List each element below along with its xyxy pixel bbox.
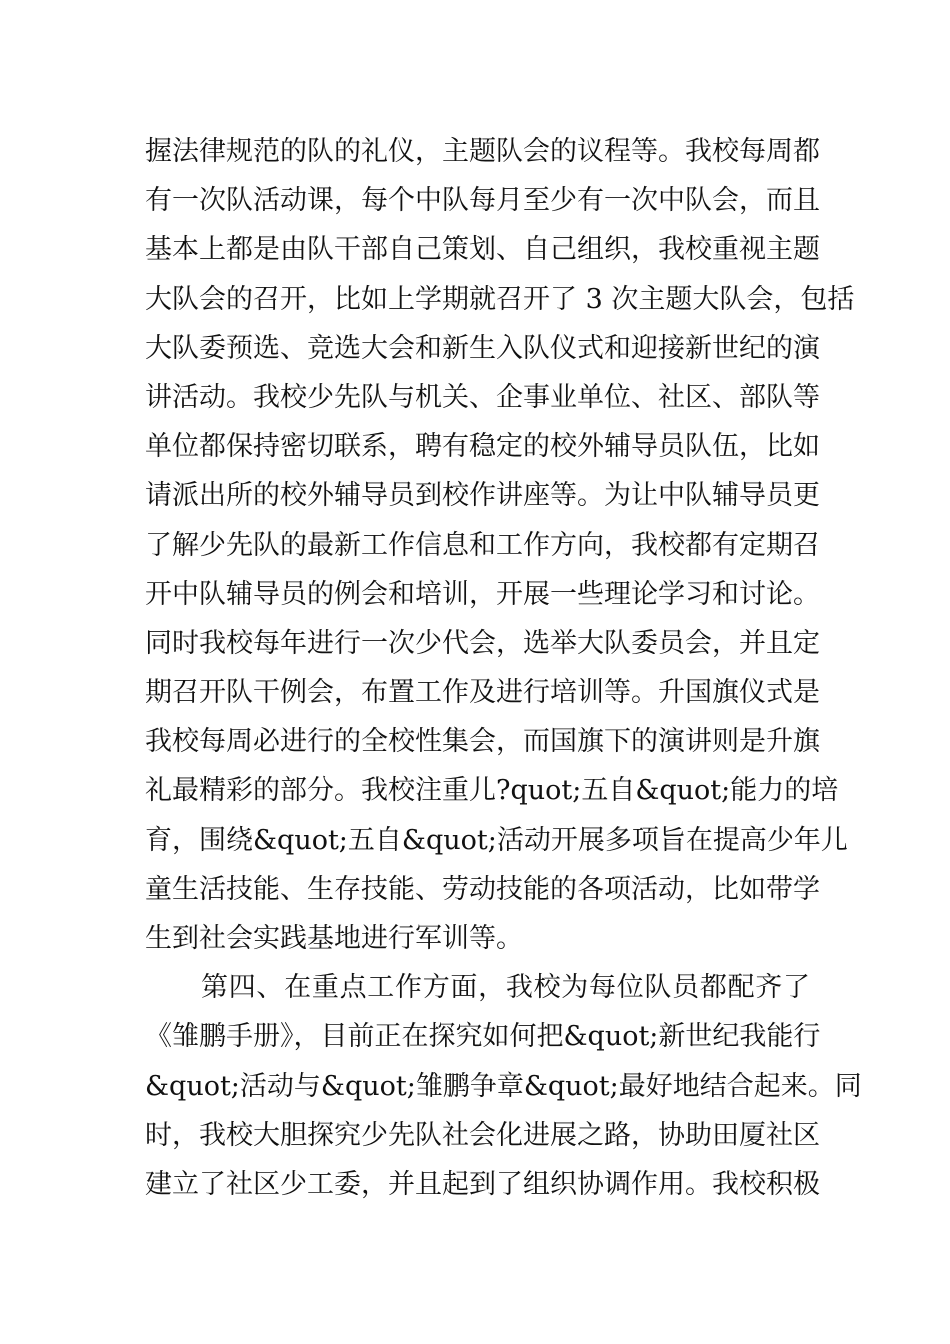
- text-line: 请派出所的校外辅导员到校作讲座等。为让中队辅导员更: [145, 480, 820, 512]
- text-line: 期召开队干例会，布置工作及进行培训等。升国旗仪式是: [145, 677, 820, 709]
- text-line: 礼最精彩的部分。我校注重儿?quot;五自&quot;能力的培: [145, 775, 839, 807]
- text-line: &quot;活动与&quot;雏鹏争章&quot;最好地结合起来。同: [145, 1070, 862, 1102]
- text-line: 育，围绕&quot;五自&quot;活动开展多项旨在提高少年儿: [145, 824, 848, 856]
- text-line: 了解少先队的最新工作信息和工作方向，我校都有定期召: [145, 529, 820, 561]
- text-line: 大队委预选、竞选大会和新生入队仪式和迎接新世纪的演: [145, 332, 820, 364]
- text-line: 建立了社区少工委，并且起到了组织协调作用。我校积极: [145, 1168, 820, 1200]
- paragraph-end-line: 生到社会实践基地进行军训等。: [145, 923, 523, 954]
- text-line: 童生活技能、生存技能、劳动技能的各项活动，比如带学: [145, 873, 820, 905]
- paragraph-start-line: 第四、在重点工作方面，我校为每位队员都配齐了: [201, 972, 810, 1004]
- text-line: 我校每周必进行的全校性集会，而国旗下的演讲则是升旗: [145, 726, 820, 758]
- text-line: 同时我校每年进行一次少代会，选举大队委员会，并且定: [145, 627, 820, 659]
- text-line: 时，我校大胆探究少先队社会化进展之路，协助田厦社区: [145, 1119, 820, 1151]
- text-line: 握法律规范的队的礼仪，主题队会的议程等。我校每周都: [145, 136, 820, 167]
- text-line: 讲活动。我校少先队与机关、企事业单位、社区、部队等: [145, 381, 820, 413]
- text-line: 有一次队活动课，每个中队每月至少有一次中队会，而且: [145, 185, 820, 217]
- body-text: [145, 127, 862, 1209]
- text-line: 大队会的召开，比如上学期就召开了 3 次主题大队会，包括: [145, 283, 855, 315]
- text-line: 《雏鹏手册》，目前正在探究如何把&quot;新世纪我能行: [145, 1021, 821, 1053]
- text-line: 单位都保持密切联系，聘有稳定的校外辅导员队伍，比如: [145, 431, 820, 463]
- text-line: 开中队辅导员的例会和培训，开展一些理论学习和讨论。: [145, 578, 820, 610]
- text-line: 基本上都是由队干部自己策划、自己组织，我校重视主题: [145, 234, 820, 266]
